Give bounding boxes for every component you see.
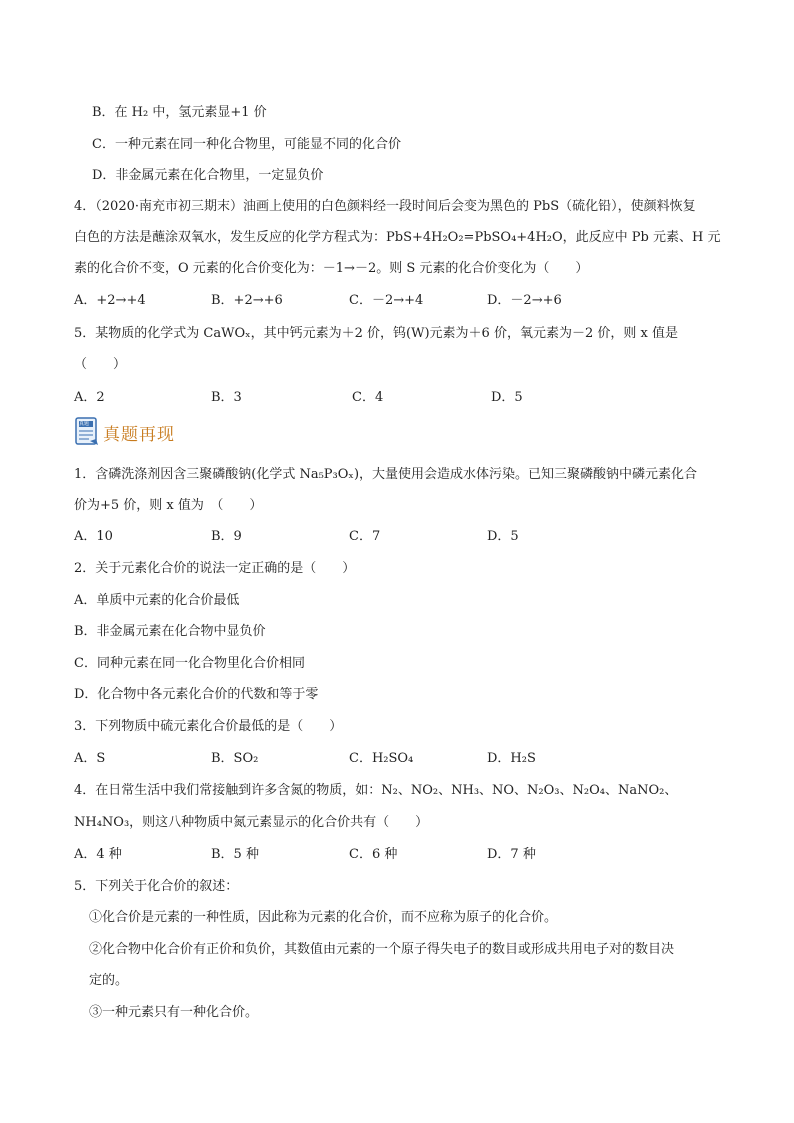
z4-stem-line2: NH₄NO₃，则这八种物质中氮元素显示的化合价共有（ ） xyxy=(74,815,429,830)
z1-option-d: D．5 xyxy=(487,529,519,544)
z5-stem: 5．下列关于化合价的叙述： xyxy=(74,879,239,894)
q4-stem-line3: 素的化合价不变，O 元素的化合价变化为：－1→－2。则 S 元素的化合价变化为（ ） xyxy=(74,261,589,276)
section-title: 真题再现 xyxy=(103,424,175,445)
z1-option-b: B．9 xyxy=(211,529,242,544)
z1-stem-line2: 价为+5 价，则 x 值为 （ ） xyxy=(74,498,263,513)
q4-option-a: A．+2→+4 xyxy=(74,293,146,308)
z3-option-c: C．H₂SO₄ xyxy=(349,751,414,766)
z3-option-d: D．H₂S xyxy=(487,751,536,766)
q4-option-c: C．－2→+4 xyxy=(349,293,424,308)
q5-option-d: D．5 xyxy=(491,390,523,405)
z2-option-b: B．非金属元素在化合物中显负价 xyxy=(74,624,266,639)
z4-option-b: B．5 种 xyxy=(211,847,259,862)
z4-option-a: A．4 种 xyxy=(74,847,122,862)
q5-stem-line1: 5．某物质的化学式为 CaWOₓ，其中钙元素为＋2 价，钨(W)元素为＋6 价，氧元素为－2 价，则 x 值是 xyxy=(74,326,678,341)
z5-item-2: ②化合物中化合价有正价和负价，其数值由元素的一个原子得失电子的数目或形成共用电子对的数目决 xyxy=(89,942,675,957)
z4-option-d: D．7 种 xyxy=(487,847,536,862)
z5-item-2-cont: 定的。 xyxy=(89,973,129,988)
q4-option-b: B．+2→+6 xyxy=(211,293,283,308)
q5-option-b: B．3 xyxy=(211,390,242,405)
z1-stem-line1: 1．含磷洗涤剂因含三聚磷酸钠(化学式 Na₅P₃Oₓ)，大量使用会造成水体污染。已知三聚磷酸钠中磷元素化合 xyxy=(74,467,698,482)
z5-item-1: ①化合价是元素的一种性质，因此称为元素的化合价，而不应称为原子的化合价。 xyxy=(89,910,558,925)
z3-option-a: A．S xyxy=(74,751,106,766)
z4-stem-line1: 4．在日常生活中我们常接触到许多含氮的物质，如：N₂、NO₂、NH₃、NO、N₂O₃、N₂O₄、NaNO₂、 xyxy=(74,783,678,798)
section-header xyxy=(74,415,175,449)
z3-option-b: B．SO₂ xyxy=(211,751,259,766)
z4-option-c: C．6 种 xyxy=(349,847,398,862)
z3-stem: 3．下列物质中硫元素化合价最低的是（ ） xyxy=(74,719,343,734)
z2-option-c: C．同种元素在同一化合物里化合价相同 xyxy=(74,656,305,671)
z2-option-d: D．化合物中各元素化合价的代数和等于零 xyxy=(74,687,319,702)
prev-option-d: D．非金属元素在化合物里，一定显负价 xyxy=(92,168,324,183)
q4-stem-line2: 白色的方法是蘸涂双氧水，发生反应的化学方程式为：PbS+4H₂O₂=PbSO₄+4H₂O，此反应中 Pb 元素、H 元 xyxy=(74,230,721,245)
q5-option-a: A．2 xyxy=(74,390,105,405)
exam-paper-icon xyxy=(74,417,100,447)
q5-option-c: C．4 xyxy=(352,390,384,405)
q4-option-d: D．－2→+6 xyxy=(487,293,562,308)
prev-option-c: C．一种元素在同一种化合物里，可能显不同的化合价 xyxy=(92,137,401,152)
q4-stem-line1: 4．（2020·南充市初三期末）油画上使用的白色颜料经一段时间后会变为黑色的 PbS（硫化铅），使颜料恢复 xyxy=(74,199,696,214)
z2-option-a: A．单质中元素的化合价最低 xyxy=(74,593,240,608)
z5-item-3: ③一种元素只有一种化合价。 xyxy=(89,1005,259,1020)
z1-option-c: C．7 xyxy=(349,529,381,544)
exam-paper-icon-label: 真题 xyxy=(79,421,90,427)
q5-stem-line2: （ ） xyxy=(74,357,127,372)
prev-option-b: B．在 H₂ 中，氢元素显+1 价 xyxy=(92,105,267,120)
z1-option-a: A．10 xyxy=(74,529,113,544)
z2-stem: 2．关于元素化合价的说法一定正确的是（ ） xyxy=(74,561,356,576)
